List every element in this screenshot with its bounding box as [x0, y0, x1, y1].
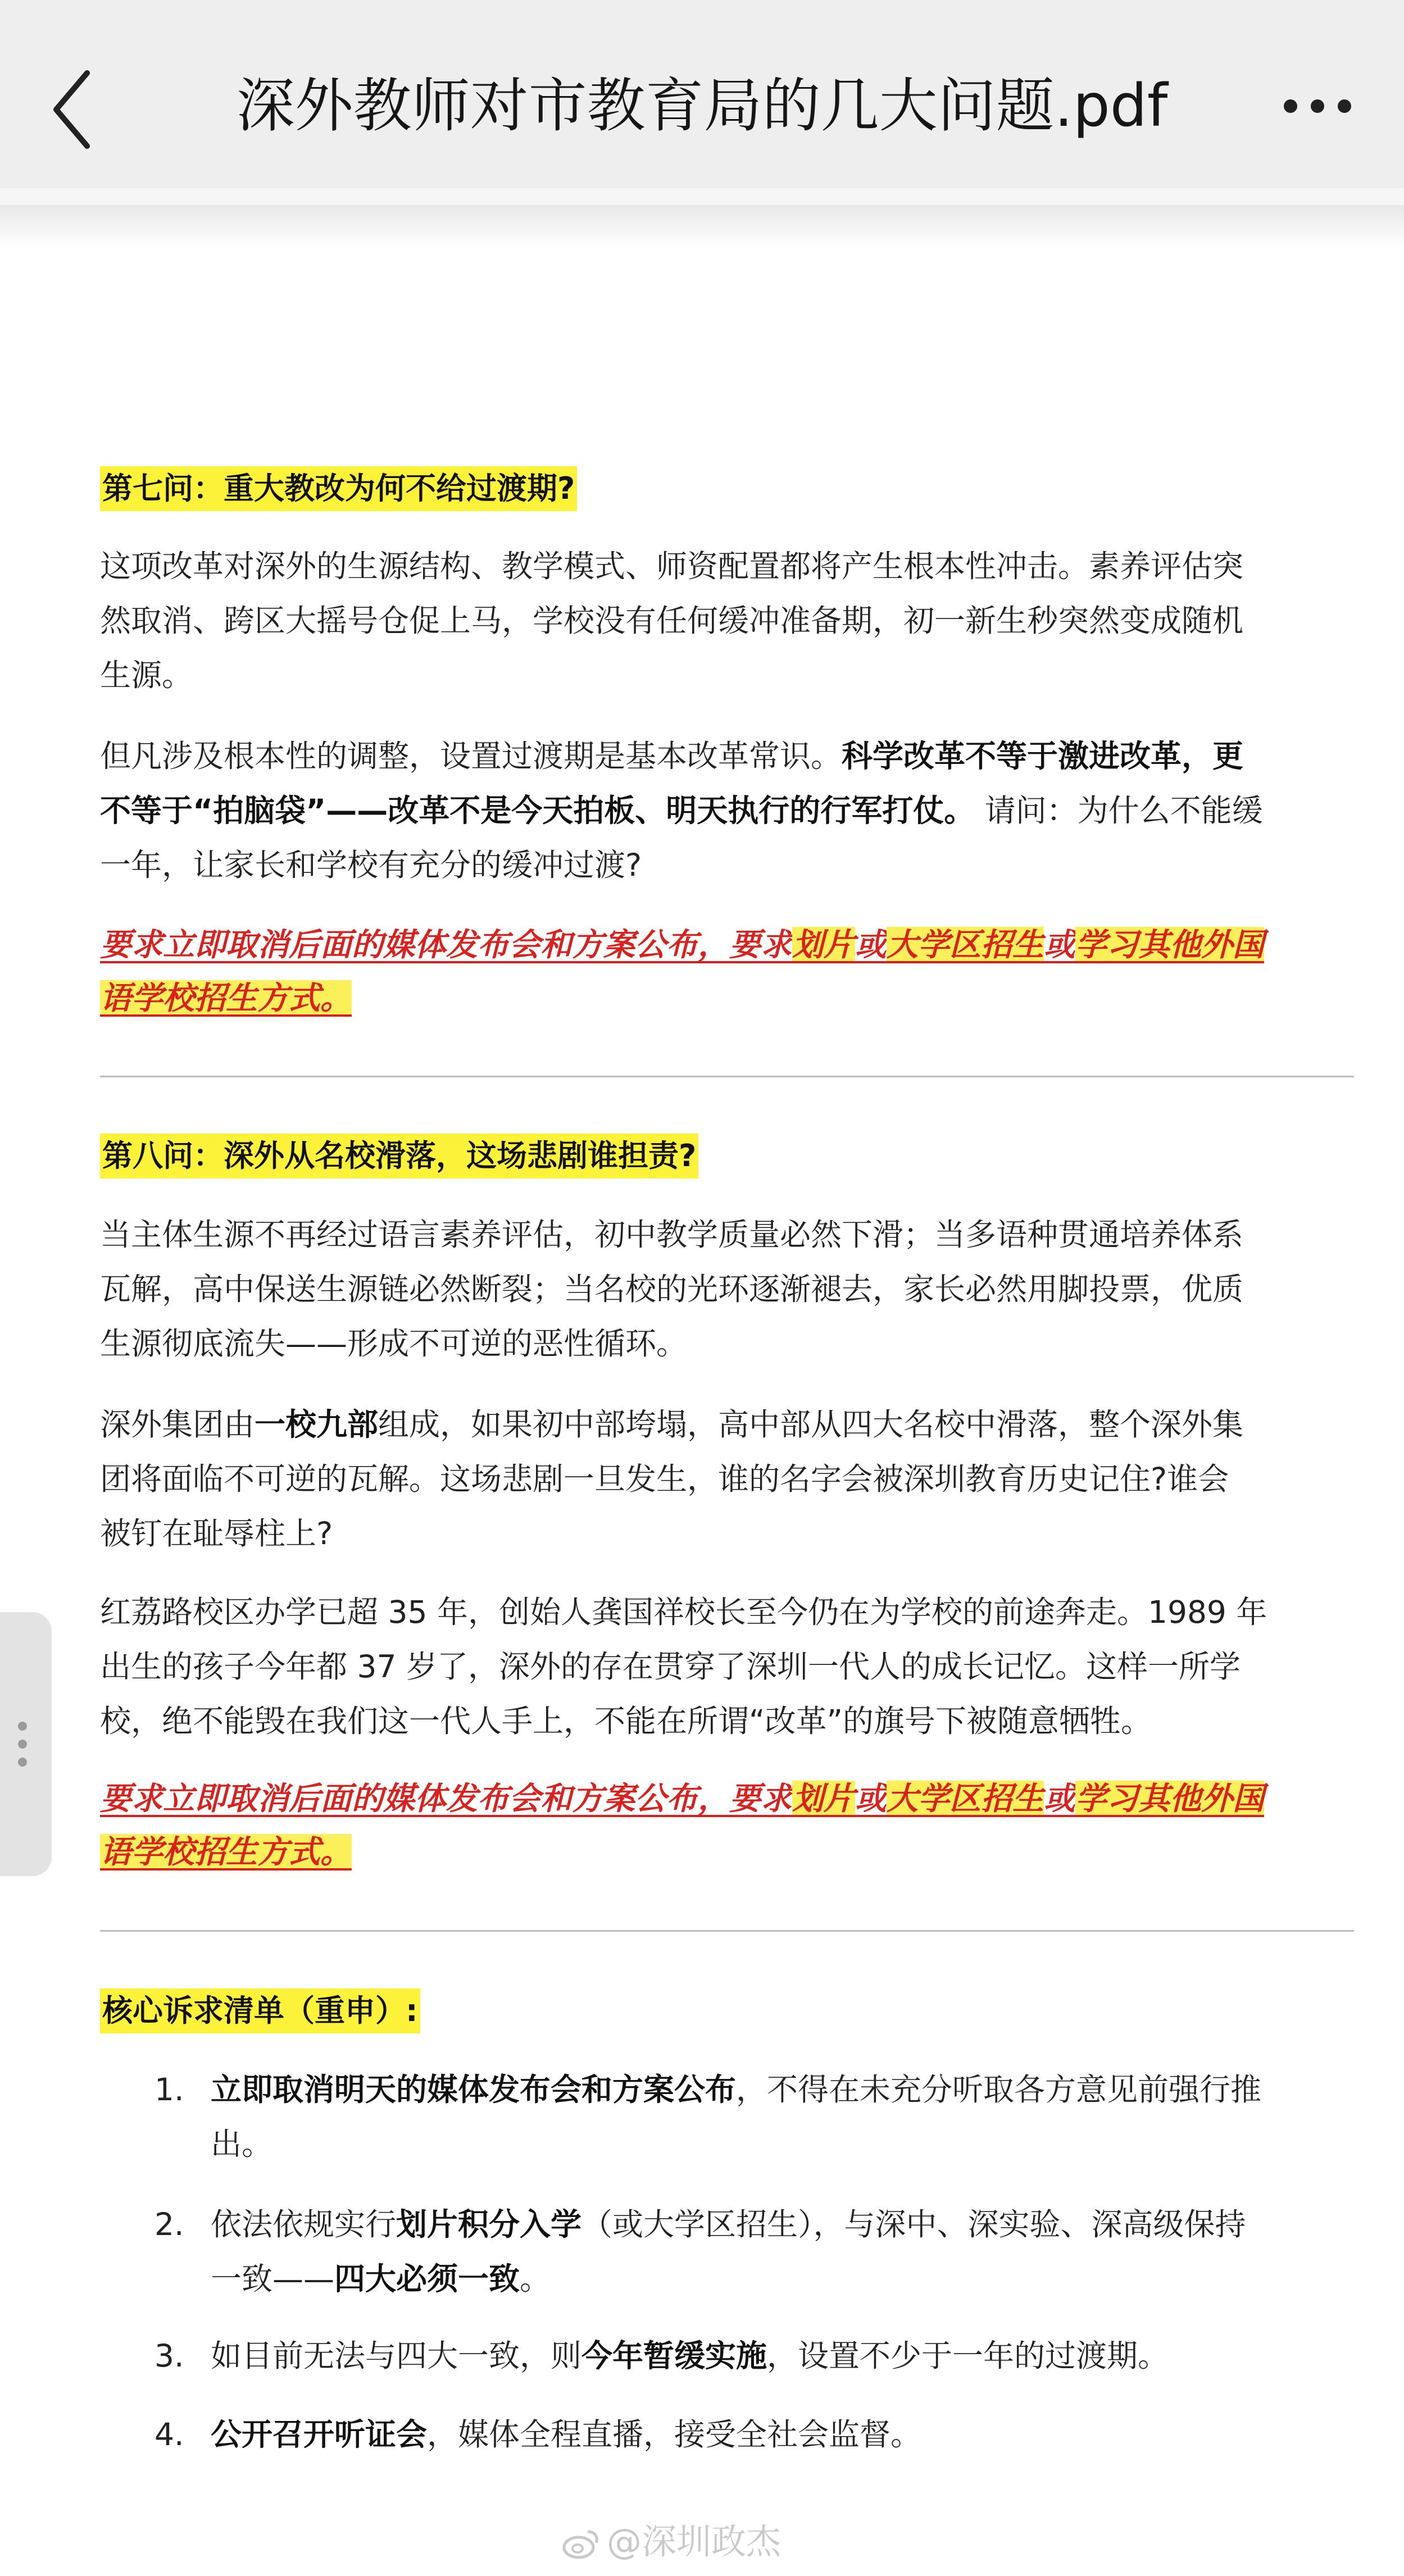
- bold-text: 科学改革不等于激进改革，更: [842, 738, 1244, 774]
- handle-dot: [18, 1758, 27, 1767]
- demand-highlight: 语学校招生方式。: [100, 980, 352, 1017]
- weibo-logo-icon: [562, 2527, 601, 2561]
- section-divider: [100, 1076, 1354, 1077]
- q8-paragraph-2: [100, 1398, 1354, 1561]
- more-dot: [1311, 99, 1324, 113]
- text-span: 但凡涉及根本性的调整，设置过渡期是基本改革常识。: [100, 738, 842, 774]
- list-number: 4.: [155, 2416, 184, 2452]
- demand-text: 或: [1044, 1781, 1075, 1817]
- handle-dot: [18, 1740, 27, 1749]
- text-line: 被钉在耻辱柱上?: [100, 1515, 333, 1551]
- more-dot: [1338, 99, 1351, 113]
- vertical-dots-icon: [18, 1722, 27, 1731]
- core-heading: 核心诉求清单（重申）:: [100, 1988, 420, 2033]
- q7-heading: 第七问：重大教改为何不给过渡期?: [100, 466, 577, 511]
- demand-text: 或: [855, 1781, 887, 1817]
- text-line: 出生的孩子今年都 37 岁了，深外的存在贯穿了深圳一代人的成长记忆。这样一所学: [100, 1649, 1241, 1685]
- bold-text: 今年暂缓实施: [581, 2338, 767, 2374]
- top-nav-bar: [0, 0, 1404, 188]
- watermark-text: @深圳政杰: [607, 2521, 781, 2562]
- toolbar-divider: [0, 188, 1404, 205]
- demand-highlight: 大学区招生: [887, 1781, 1044, 1817]
- back-button[interactable]: [48, 67, 98, 152]
- list-number: 1.: [155, 2072, 184, 2108]
- demand-highlight: 大学区招生: [887, 927, 1044, 963]
- document-title: 深外教师对市教育局的几大问题.pdf: [236, 71, 1168, 140]
- text-span: ，不得在未充分听取各方意见前强行推: [736, 2072, 1262, 2108]
- text-span: ，媒体全程直播，接受全社会监督。: [427, 2416, 922, 2452]
- text-line: 然取消、跨区大摇号仓促上马，学校没有任何缓冲准备期，初一新生秒突然变成随机: [100, 603, 1244, 639]
- q8-paragraph-3: [100, 1585, 1354, 1749]
- q7-paragraph-1: [100, 539, 1354, 703]
- text-span: 一致——: [211, 2261, 335, 2297]
- text-line: 生源。: [100, 657, 193, 693]
- list-number: 2.: [155, 2206, 184, 2242]
- text-line: 生源彻底流失——形成不可逆的恶性循环。: [100, 1326, 688, 1362]
- q8-paragraph-1: [100, 1208, 1354, 1371]
- text-line: 瓦解，高中保送生源链必然断裂；当名校的光环逐渐褪去，家长必然用脚投票，优质: [100, 1271, 1244, 1307]
- text-line: 当主体生源不再经过语言素养评估，初中教学质量必然下滑；当多语种贯通培养体系: [100, 1217, 1244, 1253]
- bold-text: 立即取消明天的媒体发布会和方案公布: [211, 2072, 737, 2108]
- demand-text: 或: [1044, 927, 1075, 963]
- text-span: 出。: [211, 2126, 273, 2162]
- chevron-left-icon: [48, 67, 98, 152]
- text-line: 校，绝不能毁在我们这一代人手上，不能在所谓“改革”的旗号下被随意牺牲。: [100, 1703, 1152, 1739]
- demand-text: 要求立即取消后面的媒体发布会和方案公布，要求: [100, 1781, 792, 1817]
- q7-demand: [100, 918, 1354, 1025]
- q8-demand: [100, 1772, 1354, 1879]
- bold-text: 一校九部: [255, 1407, 379, 1442]
- text-span: 深外集团由: [100, 1407, 255, 1442]
- bold-text: 划片积分入学: [396, 2206, 582, 2242]
- text-span: ，设置不少于一年的过渡期。: [767, 2338, 1169, 2374]
- more-horizontal-icon: [1284, 99, 1297, 113]
- demand-text: 或: [855, 927, 887, 963]
- demand-highlight: 学习其他外国: [1075, 1781, 1264, 1817]
- list-number: 3.: [155, 2338, 184, 2374]
- bold-text: 公开召开听证会: [211, 2416, 428, 2452]
- text-span: 依法依规实行: [211, 2206, 397, 2242]
- q8-heading: 第八问：深外从名校滑落，这场悲剧谁担责?: [100, 1134, 698, 1178]
- section-q8: [100, 1134, 1354, 1178]
- text-line: 红荔路校区办学已超 35 年，创始人龚国祥校长至今仍在为学校的前途奔走。1989 年: [100, 1594, 1267, 1630]
- text-line: 团将面临不可逆的瓦解。这场悲剧一旦发生，谁的名字会被深圳教育历史记住?谁会: [100, 1461, 1229, 1497]
- text-span: 。: [520, 2261, 551, 2297]
- text-line: 一年，让家长和学校有充分的缓冲过渡?: [100, 847, 642, 883]
- section-divider: [100, 1930, 1354, 1932]
- text-span: 如目前无法与四大一致，则: [211, 2338, 582, 2374]
- section-core-demands: [100, 1988, 1354, 2033]
- text-span: （或大学区招生），与深中、深实验、深高级保持: [581, 2206, 1246, 2242]
- page-shadow: [0, 205, 1404, 250]
- demand-highlight: 划片: [792, 927, 855, 963]
- demand-highlight: 语学校招生方式。: [100, 1834, 352, 1870]
- bold-text: 四大必须一致: [334, 2261, 520, 2297]
- text-line: 这项改革对深外的生源结构、教学模式、师资配置都将产生根本性冲击。素养评估突: [100, 548, 1244, 584]
- more-options-button[interactable]: [1281, 87, 1354, 126]
- text-span: 请问：为什么不能缓: [975, 793, 1263, 829]
- demand-highlight: 学习其他外国: [1075, 927, 1264, 963]
- q7-paragraph-2: [100, 729, 1354, 893]
- side-drawer-handle[interactable]: [0, 1612, 52, 1876]
- demand-text: 要求立即取消后面的媒体发布会和方案公布，要求: [100, 927, 792, 963]
- bold-text: 不等于“拍脑袋”——改革不是今天拍板、明天执行的行军打仗。: [100, 793, 975, 829]
- section-q7: [100, 466, 1354, 511]
- demand-highlight: 划片: [792, 1781, 855, 1817]
- text-span: 组成，如果初中部垮塌，高中部从四大名校中滑落，整个深外集: [378, 1407, 1244, 1442]
- weibo-watermark: [562, 2516, 781, 2567]
